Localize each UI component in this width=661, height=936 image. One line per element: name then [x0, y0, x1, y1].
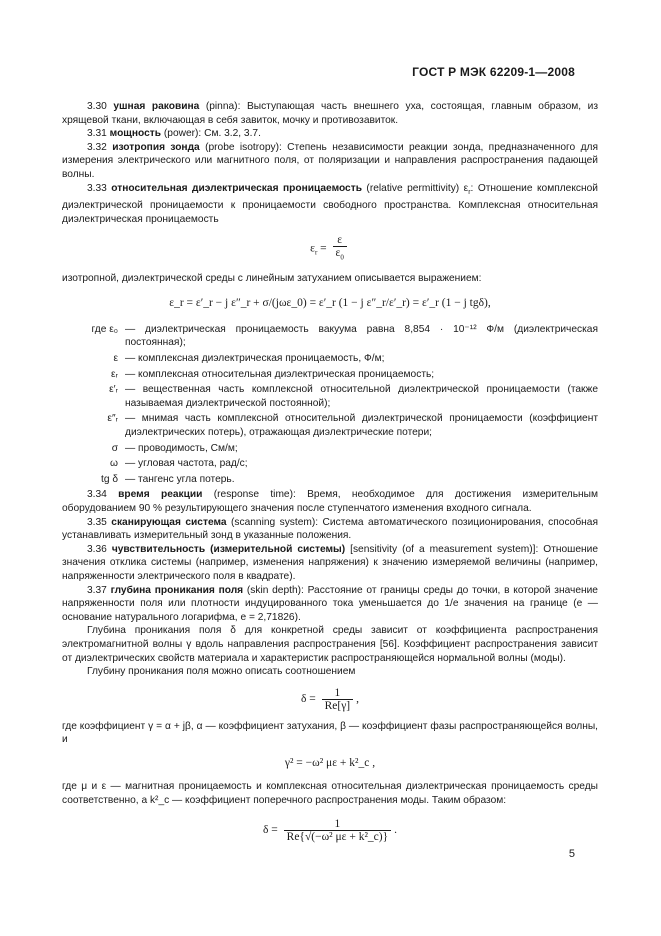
term: чувствительность (измерительной системы)	[111, 543, 346, 555]
formula-skin-depth-full: δ = $\frac{1}{\text{Re\{√(−ω² με + k²\_c)\}}}$ .	[263, 817, 397, 843]
term: мощность	[109, 128, 162, 140]
term: глубина проникания поля	[110, 584, 244, 596]
formula-complex-permittivity: ε_r = ε′_r − j ε″_r + σ/(jωε_0) = ε′_r (1 − j ε″_r/ε′_r) = ε′_r (1 − j tgδ),	[169, 297, 491, 310]
document-body	[62, 100, 598, 843]
paragraph-3-31: 3.31 мощность (power): См. 3.2, 3.7.	[87, 128, 261, 140]
term: изотропия зонда	[112, 141, 200, 153]
page-number: 5	[568, 848, 575, 860]
paragraph-3-34: 3.34 время реакции (response time): Время, необходимое для достижения измерительным оборудованием 90 % результирующего значения после ступенчатого изменения входного сигнала.	[62, 489, 598, 514]
term: сканирующая система	[111, 516, 227, 528]
paragraph-3-33-cont: изотропной, диэлектрической среды с линейным затуханием описывается выражением:	[62, 272, 482, 284]
definitions-list	[62, 323, 598, 487]
definition-item: ω — угловая частота, рад/с;	[110, 458, 248, 470]
definition-item: ε — комплексная диэлектрическая проницаемость, Ф/м;	[113, 353, 385, 365]
term: относительная диэлектрическая проницаемость	[111, 182, 362, 194]
term: время реакции	[118, 489, 203, 501]
paragraph-mu-epsilon: где μ и ε — магнитная проницаемость и комплексная относительная диэлектрическая проницаемость среды соответственно, а k²_c — коэффициент поперечного распространения моды. Таким образом:	[62, 781, 598, 807]
term: ушная раковина	[113, 101, 200, 112]
paragraph-propagation-coef: где коэффициент γ = α + jβ, α — коэффициент затухания, β — коэффициент фазы распространяющейся волны, и	[62, 720, 598, 746]
definition-item: ε′ᵣ — вещественная часть комплексной относительной диэлектрической проницаемости (также называемая диэлектрической постоянной);	[109, 384, 598, 409]
document-header: ГОСТ Р МЭК 62209-1—2008	[412, 65, 575, 79]
paragraph-3-33: 3.33 относительная диэлектрическая проницаемость (relative permittivity) $\varepsilon_r$: Отношение комплексной диэлектрической проницаемости к проницаемости свободного пространства. Комплексная относительная диэлектрическая проницаемость	[62, 182, 598, 225]
definition-item: εᵣ — комплексная относительная диэлектрическая проницаемость;	[111, 368, 435, 380]
definition-item: σ — проводимость, См/м;	[111, 442, 238, 454]
paragraph-3-37: 3.37 глубина проникания поля (skin depth): Расстояние от границы среды до точки, в которой значение напряженности поля или плотности индуцированного тока уменьшается до 1/e значения на границе (e — основание натурального логарифма, e = 2,71826).	[62, 584, 598, 623]
formula-relative-permittivity: $\varepsilon_r$ = $\frac{\varepsilon}{\varepsilon_0}$	[62, 234, 598, 263]
definition-item: tg δ — тангенс угла потерь.	[101, 473, 235, 485]
formula-gamma-squared: γ² = −ω² με + k²_c ,	[284, 756, 376, 769]
paragraph-3-37-relation: Глубину проникания поля можно описать соотношением	[87, 666, 356, 678]
definition-item: где ε₀ — диэлектрическая проницаемость вакуума равна 8,854 · 10⁻¹² Ф/м (диэлектрическая постоянная);	[91, 323, 598, 349]
paragraph-3-36: 3.36 чувствительность (измерительной системы) [sensitivity (of a measurement system)]: Отношение значения отклика системы (например, изменения напряжения) к значению измеряемой величины (например, напряженности электрического поля в квадрате).	[62, 543, 598, 582]
paragraph-3-37-skin: Глубина проникания поля δ для конкретной среды зависит от коэффициента распространения электромагнитной волны γ вдоль направления распространения [56]. Коэффициент распространения зависит от диэлектрических свойств материала и характеристик распространяющейся нормальной волны (моды).	[62, 625, 598, 664]
definition-item: ε″ᵣ — мнимая часть комплексной относительной диэлектрической проницаемости (коэффициент диэлектрических потерь), отражающая диэлектрические потери;	[107, 413, 598, 439]
paragraph-3-35: 3.35 сканирующая система (scanning system): Система автоматического позиционирования, способная устанавливать измерительный зонд в указанные положения.	[62, 516, 598, 542]
formula-skin-depth: δ = $\frac{1}{Re[\gamma]}$ ,	[300, 686, 360, 712]
paragraph-3-32: 3.32 изотропия зонда (probe isotropy): Степень независимости реакции зонда, предназначенного для измерения электрического или магнитного поля, от поляризации и направления распространения падающей волны.	[62, 141, 598, 180]
paragraph-3-30: 3.30 ушная раковина (pinna): Выступающая часть внешнего уха, состоящая, главным образом, из хрящевой ткани, включающая в себя завиток, мочку и противозавиток.	[62, 101, 598, 126]
